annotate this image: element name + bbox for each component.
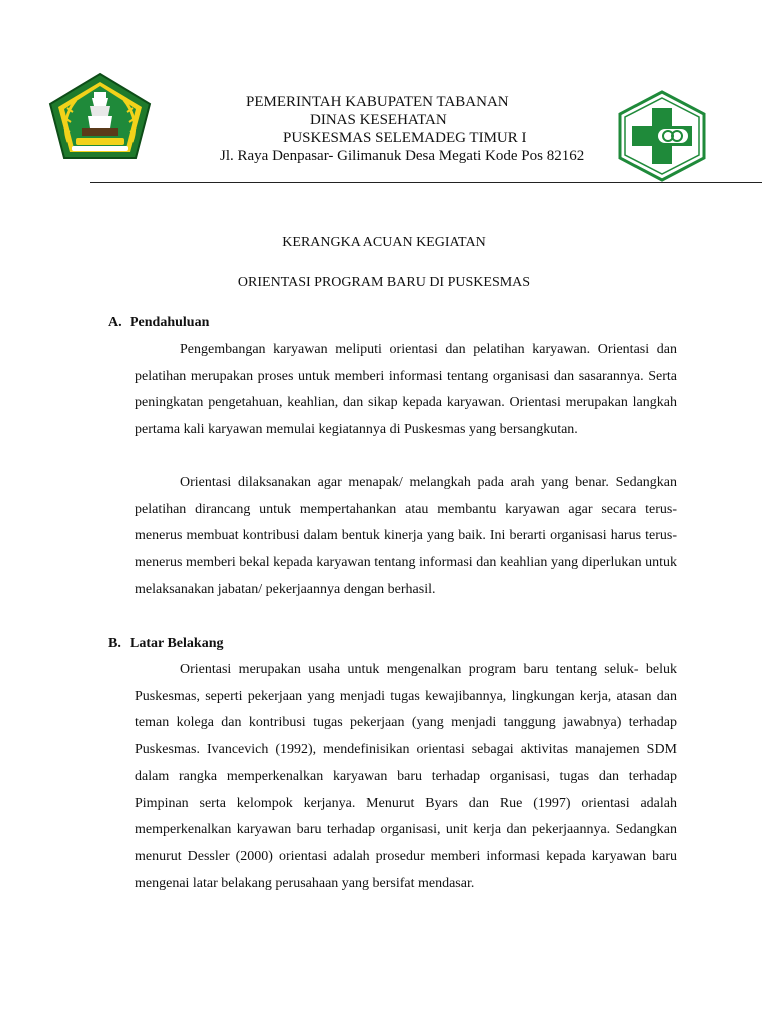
section-a-paragraph-1: Pengembangan karyawan meliputi orientasi dan pelatihan karyawan. Orientasi dan pelatihan merupakan proses untuk memberi informasi tentang organisasi dan sasarannya. Serta peningkatan pengetahuan, keahlian, dan sikap kepada karyawan. Orientasi merupakan langkah pertama kali karyawan memulai kegiatannya di Puskesmas yang bersangkutan.: [135, 342, 677, 438]
section-b-title: Latar Belakang: [130, 636, 224, 651]
document-subtitle: ORIENTASI PROGRAM BARU DI PUSKESMAS: [237, 275, 531, 290]
header-line-1: PEMERINTAH KABUPATEN TABANAN: [246, 94, 509, 110]
section-a-heading: [108, 315, 209, 331]
document-title: KERANGKA ACUAN KEGIATAN: [282, 235, 486, 250]
section-b-paragraph-1: Orientasi merupakan usaha untuk mengenalkan program baru tentang seluk- beluk Puskesmas, seperti pekerjaan yang menjadi tugas kewajibannya, lingkungan kerja, atasan dan teman kolega dan kontribusi tugas pekerjaan (yang menjadi tanggung jawabnya) terhadap Puskesmas. Ivancevich (1992), mendefinisikan orientasi sebagai aktivitas manajemen SDM dalam rangka memperkenalkan karyawan baru terhadap organisasi, tugas dan terhadap Pimpinan serta kelompok kerjanya. Menurut Byars dan Rue (1997) orientasi adalah memperkenalkan karyawan baru terhadap organisasi, unit kerja dan pekerjaannya. Sedangkan menurut Dessler (2000) orientasi adalah prosedur memberi informasi kepada karyawan baru mengenai latar belakang perusahaan yang bersifat mendasar.: [135, 662, 677, 891]
section-a-paragraph-2: Orientasi dilaksanakan agar menapak/ melangkah pada arah yang benar. Sedangkan pelatihan dirancang untuk mempertahankan atau membantu karyawan agar secara terus- menerus membuat kontribusi dalam bentuk kinerja yang baik. Ini berarti organisasi harus terus- menerus memberi bekal kepada karyawan tentang informasi dan keahlian yang diperlukan untuk melaksanakan jabatan/ pekerjaannya dengan berhasil.: [135, 475, 677, 597]
section-a-label: A.: [108, 315, 122, 330]
header-divider: [90, 182, 762, 183]
header-line-3: PUSKESMAS SELEMADEG TIMUR I: [283, 130, 527, 146]
section-b-heading: [108, 636, 223, 652]
section-b-label: B.: [108, 636, 121, 651]
tabanan-regency-emblem-icon: [46, 72, 154, 162]
header-address: Jl. Raya Denpasar- Gilimanuk Desa Megati Kode Pos 82162: [220, 148, 585, 164]
section-a-title: Pendahuluan: [130, 315, 210, 330]
puskesmas-cross-logo-icon: [616, 90, 708, 182]
header-line-2: DINAS KESEHATAN: [310, 112, 447, 128]
